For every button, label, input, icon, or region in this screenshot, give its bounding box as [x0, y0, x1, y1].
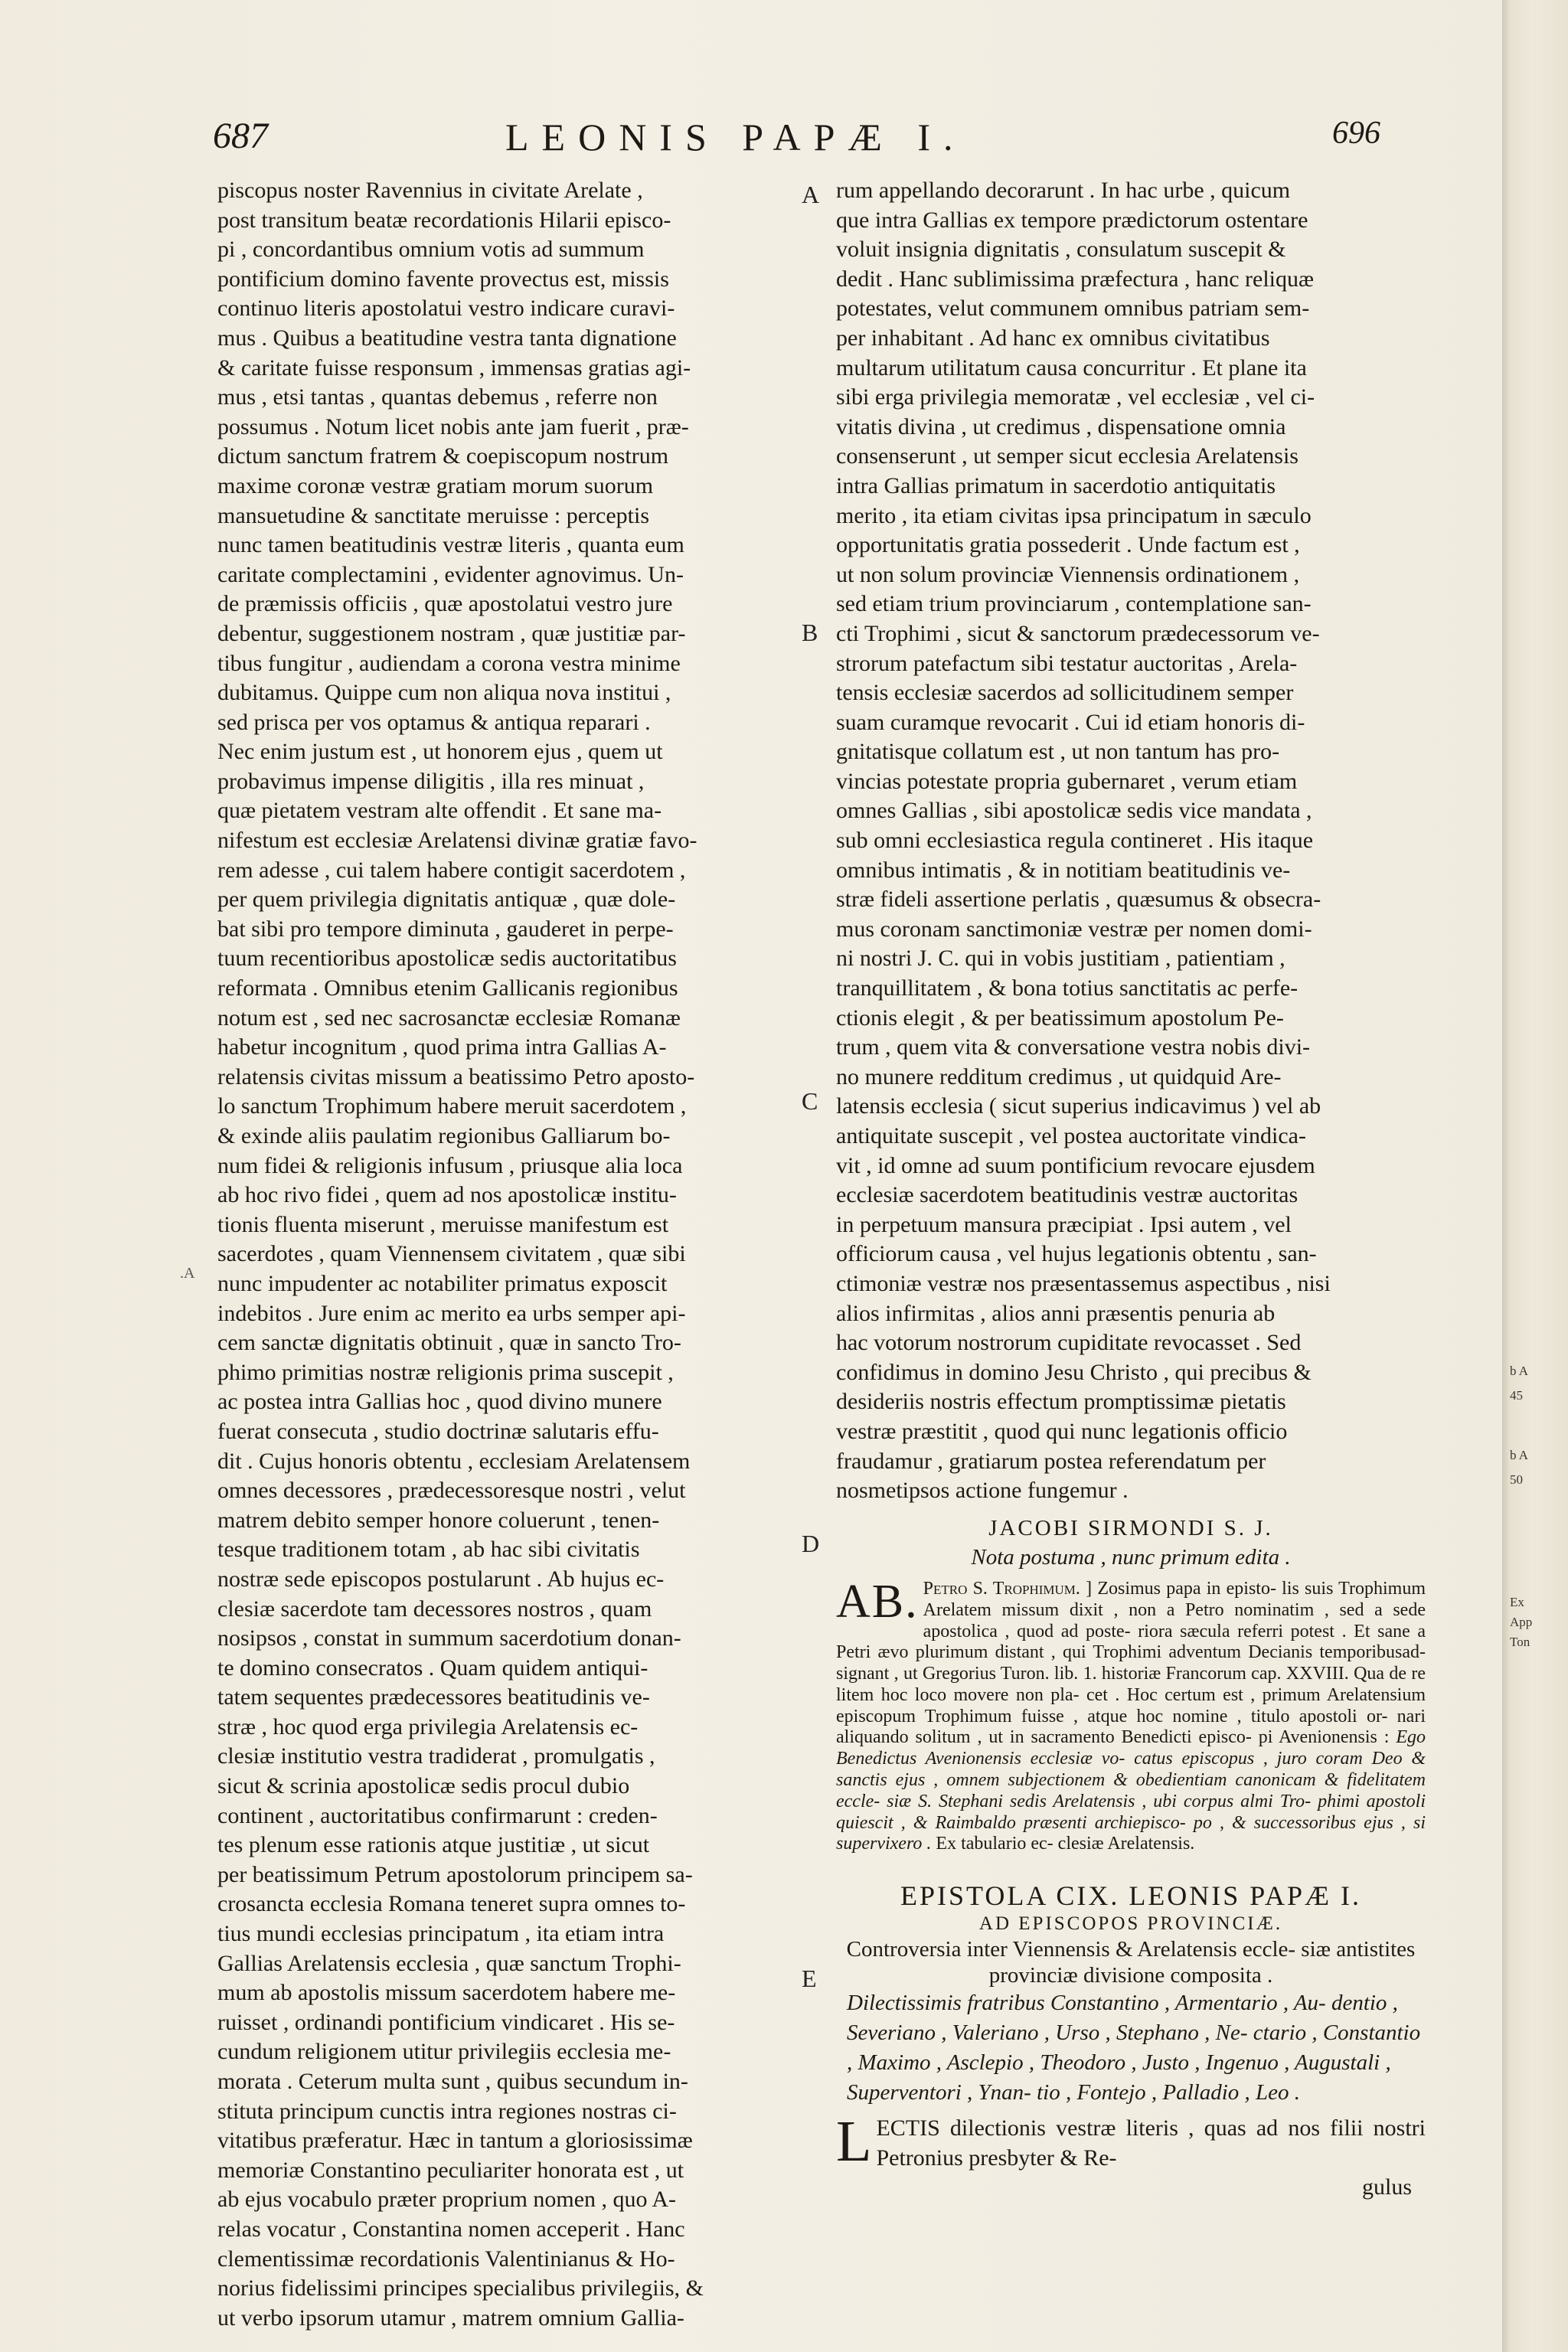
edge-note-1: b A: [1510, 1364, 1529, 1378]
text-line: lo sanctum Trophimum habere meruit sacerdotem ,: [217, 1093, 687, 1119]
text-line: dictum sanctum fratrem & coepiscopum nostrum: [217, 443, 669, 469]
text-line: bat sibi pro tempore diminuta , gauderet in perpe-: [217, 916, 674, 942]
text-line: vitatis divina , ut credimus , dispensatione omnia: [836, 413, 1286, 439]
catchword: gulus: [1361, 2174, 1412, 2200]
text-line: omnibus intimatis , & in notitiam beatitudinis ve-: [836, 857, 1291, 883]
text-line: tesque traditionem totam , ab hac sibi civitatis: [217, 1537, 640, 1563]
text-line: nostræ sede episcopos postularunt . Ab hujus ec-: [217, 1566, 665, 1592]
edge-note-4: 50: [1510, 1472, 1523, 1487]
text-line: caritate complectamini , evidenter agnovimus. Un-: [217, 561, 684, 587]
text-line: continuo literis apostolatui vestro indicare curavi-: [217, 296, 675, 322]
text-line: sacerdotes , quam Viennensem civitatem , quæ sibi: [217, 1241, 686, 1267]
text-line: piscopus noster Ravennius in civitate Arelate ,: [217, 178, 643, 203]
text-line: ac postea intra Gallias hoc , quod divino munere: [217, 1389, 662, 1415]
text-line: fraudamur , gratiarum postea referendatum per: [836, 1448, 1266, 1474]
text-line: tes plenum esse rationis atque justitiæ , ut sicut: [217, 1832, 650, 1858]
margin-letter-d: D: [802, 1530, 820, 1557]
text-line: dubitamus. Quippe cum non aliqua nova institui ,: [217, 680, 671, 706]
adjacent-page-edge: [1502, 0, 1568, 2352]
text-line: debentur, suggestionem nostram , quæ justitiæ par-: [217, 620, 686, 646]
sirmond-subheading: Nota postuma , nunc primum edita .: [971, 1545, 1291, 1570]
text-line: latensis ecclesia ( sicut superius indicavimus ) vel ab: [836, 1093, 1321, 1119]
text-line: ut non solum provinciæ Viennensis ordinationem ,: [836, 561, 1300, 587]
text-line: crosancta ecclesia Romana teneret supra omnes to-: [217, 1891, 686, 1917]
text-line: suam curamque revocarit . Cui id etiam honoris di-: [836, 709, 1305, 735]
text-line: clesiæ institutio vestra tradiderat , promulgatis ,: [217, 1743, 655, 1769]
text-line: matrem debito semper honore coluerunt , tenen-: [217, 1507, 660, 1533]
text-line: ni nostri J. C. qui in vobis justitiam , patientiam ,: [836, 946, 1285, 972]
text-line: de præmissis officiis , quæ apostolatui vestro jure: [217, 591, 673, 617]
text-line: rum appellando decorarunt . In hac urbe , quicum: [836, 178, 1291, 203]
left-text-column: [217, 176, 799, 2333]
text-line: ab ejus vocabulo præter proprium nomen , quo A-: [217, 2187, 677, 2213]
edge-note-6: App: [1510, 1615, 1533, 1629]
text-line: per quem privilegia dignitatis antiquæ , quæ dole-: [217, 887, 676, 913]
note-oath-quote: Ego Benedictus Avenionensis ecclesiæ vo- catus episcopus , juro coram Deo & sanctis ejus , omnem subjectionem & obedientiam canonicam & fidelitatem eccle- siæ S. Stephani sedis Arelatensis , ubi corpus almi Tro- phimi apostoli quiescit , & Raimbaldo præsenti archiepisco- po , & successoribus ejus , si supervixero .: [836, 1727, 1426, 1854]
text-line: mansuetudine & sanctitate meruisse : perceptis: [217, 502, 649, 528]
text-line: tius mundi ecclesias principatum , ita etiam intra: [217, 1921, 665, 1947]
text-line: ctionis elegit , & per beatissimum apostolum Pe-: [836, 1004, 1284, 1031]
text-line: maxime coronæ vestræ gratiam morum suorum: [217, 472, 654, 498]
text-line: ruisset , ordinandi pontificium vindicaret . His se-: [217, 2009, 675, 2035]
text-line: fuerat consecuta , studio doctrinæ salutaris effu-: [217, 1418, 659, 1444]
text-line: reformata . Omnibus etenim Gallicanis regionibus: [217, 975, 678, 1001]
text-line: phimo primitias nostræ religionis prima suscepit ,: [217, 1359, 674, 1385]
epistola-title: EPISTOLA CIX. LEONIS PAPÆ I.: [900, 1880, 1362, 1912]
text-line: sed prisca per vos optamus & antiqua reparari .: [217, 709, 651, 735]
text-line: ctimoniæ vestræ nos præsentassemus aspectibus , nisi: [836, 1270, 1331, 1296]
text-line: sub omni ecclesiastica regula contineret . His itaque: [836, 828, 1314, 854]
text-line: merito , ita etiam civitas ipsa principatum in sæculo: [836, 502, 1312, 528]
text-line: dit . Cujus honoris obtentu , ecclesiam Arelatensem: [217, 1448, 691, 1474]
text-line: per inhabitant . Ad hanc ex omnibus civitatibus: [836, 325, 1270, 351]
epistola-opening: [836, 2109, 1426, 2174]
note-lemma: Petro S. Trophimum.: [923, 1578, 1080, 1599]
epistola-summary: Controversia inter Viennensis & Arelatensis eccle- siæ antistites provinciæ divisione composita .: [846, 1937, 1416, 1988]
note-text: ] Zosimus papa in episto- lis suis Trophimum Arelatem missum dixit , non a Petro nominatim , sed a sede apostolica , quod ad poste- riora sæcula referri potest . Et sane a Petri ævo plurimum distant , qui Trophimi adventum Decianis temporibusad- signant , ut Gregorius Turon. lib. 1. historiæ Francorum cap. XXVIII. Qua de re litem hoc loco movere non pla- cet . Hoc certum est , primum Arelatensium episcopum Trophimum fuisse , atque hoc nomine , titulo apostoli or- nari aliquando solitum , ut in sacramento Benedicti episco- pi Avenionensis :: [836, 1578, 1426, 1748]
text-line: vincias potestate propria gubernaret , verum etiam: [836, 768, 1298, 794]
text-line: mus . Quibus a beatitudine vestra tanta dignatione: [217, 325, 677, 351]
text-line: te domino consecratos . Quam quidem antiqui-: [217, 1655, 648, 1681]
margin-letter-b: B: [802, 619, 818, 646]
right-text-column: [836, 176, 1426, 2203]
edge-note-3: b A: [1510, 1448, 1529, 1462]
text-line: ecclesiæ sacerdotem beatitudinis vestræ auctoritas: [836, 1182, 1298, 1208]
text-line: tranquillitatem , & bona totius sanctitatis ac perfe-: [836, 975, 1298, 1001]
text-line: intra Gallias primatum in sacerdotio antiquitatis: [836, 472, 1276, 498]
drop-cap: L: [836, 2109, 872, 2174]
text-line: consenserunt , ut semper sicut ecclesia Arelatensis: [836, 443, 1298, 469]
text-line: in perpetuum mansura præcipiat . Ipsi autem , vel: [836, 1211, 1292, 1237]
text-line: & caritate fuisse responsum , immensas gratias agi-: [217, 354, 691, 381]
text-line: sicut & scrinia apostolicæ sedis procul dubio: [217, 1773, 630, 1799]
text-line: opportunitatis gratia possederit . Unde factum est ,: [836, 532, 1300, 558]
text-line: relatensis civitas missum a beatissimo Petro aposto-: [217, 1063, 695, 1089]
text-line: nosmetipsos actione fungemur .: [836, 1478, 1129, 1504]
text-line: officiorum causa , vel hujus legationis obtentu , san-: [836, 1241, 1317, 1267]
text-line: indebitos . Jure enim ac merito ea urbs semper api-: [217, 1300, 686, 1326]
letter-continuation: [836, 176, 1426, 1506]
text-line: mum ab apostolis missum sacerdotem habere me-: [217, 1980, 676, 2006]
margin-mark-left: .A: [180, 1265, 195, 1282]
margin-letter-a: A: [802, 181, 820, 208]
text-line: dedit . Hanc sublimissima præfectura , hanc reliquæ: [836, 266, 1315, 292]
text-line: continent , auctoritatibus confirmarunt : creden-: [217, 1802, 658, 1828]
text-line: norius fidelissimi principes specialibus privilegiis, &: [217, 2275, 704, 2301]
note-initial: AB.: [836, 1575, 919, 1628]
text-line: alios infirmitas , alios anni præsentis penuria ab: [836, 1300, 1276, 1326]
text-line: gnitatisque collatum est , ut non tantum has pro-: [836, 739, 1280, 765]
page-number-left: 687: [213, 116, 268, 156]
text-line: post transitum beatæ recordationis Hilarii episco-: [217, 207, 671, 233]
text-line: que intra Gallias ex tempore prædictorum ostentare: [836, 207, 1308, 233]
text-line: stituta principum cunctis intra regiones nostras ci-: [217, 2098, 677, 2124]
text-line: pi , concordantibus omnium votis ad summum: [217, 237, 645, 263]
text-line: mus coronam sanctimoniæ vestræ per nomen domi-: [836, 916, 1312, 942]
text-line: rem adesse , cui talem habere contigit sacerdotem ,: [217, 857, 686, 883]
text-line: trum , quem vita & conversatione vestra nobis divi-: [836, 1034, 1311, 1060]
text-line: vit , id omne ad suum pontificium revocare ejusdem: [836, 1152, 1315, 1178]
text-line: ut verbo ipsorum utamur , matrem omnium Gallia-: [217, 2305, 684, 2331]
text-line: sed etiam trium provinciarum , contemplatione san-: [836, 591, 1312, 617]
text-line: nifestum est ecclesiæ Arelatensi divinæ gratiæ favo-: [217, 828, 697, 854]
text-line: relas vocatur , Constantina nomen acceperit . Hanc: [217, 2216, 685, 2242]
text-line: confidimus in domino Jesu Christo , qui precibus &: [836, 1359, 1312, 1385]
text-line: probavimus impense diligitis , illa res minuat ,: [217, 768, 645, 794]
edge-note-2: 45: [1510, 1388, 1523, 1403]
text-line: strorum patefactum sibi testatur auctoritas , Arela-: [836, 650, 1298, 676]
sirmond-heading: JACOBI SIRMONDI S. J.: [988, 1515, 1273, 1540]
text-line: per beatissimum Petrum apostolorum principem sa-: [217, 1861, 693, 1887]
text-line: cti Trophimi , sicut & sanctorum prædecessorum ve-: [836, 620, 1320, 646]
text-line: num fidei & religionis infusum , priusque alia loca: [217, 1152, 683, 1178]
text-line: habetur incognitum , quod prima intra Gallias A-: [217, 1034, 667, 1060]
sirmond-note: [836, 1575, 1426, 1855]
text-line: tuum recentioribus apostolicæ sedis auctoritatibus: [217, 946, 677, 972]
edge-note-7: Ton: [1510, 1635, 1530, 1649]
text-line: vestræ præstitit , quod qui nunc legationis officio: [836, 1418, 1288, 1444]
text-line: nosipsos , constat in summum sacerdotium donan-: [217, 1625, 681, 1651]
text-line: potestates, velut communem omnibus patriam sem-: [836, 296, 1310, 322]
text-line: no munere redditum credimus , ut quidquid Are-: [836, 1063, 1282, 1089]
running-title: LEONIS PAPÆ I.: [505, 116, 966, 158]
opening-text: ECTIS dilectionis vestræ literis , quas ad nos filii nostri Petronius presbyter & Re-: [876, 2115, 1426, 2171]
margin-letter-c: C: [802, 1087, 818, 1115]
text-line: tatem sequentes prædecessores beatitudinis ve-: [217, 1684, 650, 1710]
text-line: stræ fideli assertione perlatis , quæsumus & obsecra-: [836, 887, 1321, 913]
text-line: Gallias Arelatensis ecclesia , quæ sanctum Trophi-: [217, 1950, 681, 1976]
text-line: omnes decessores , prædecessoresque nostri , velut: [217, 1478, 686, 1504]
text-line: nunc impudenter ac notabiliter primatus exposcit: [217, 1270, 668, 1296]
text-line: notum est , sed nec sacrosanctæ ecclesiæ Romanæ: [217, 1004, 681, 1031]
text-line: morata . Ceterum multa sunt , quibus secundum in-: [217, 2069, 688, 2094]
text-line: stræ , hoc quod erga privilegia Arelatensis ec-: [217, 1713, 639, 1740]
text-line: possumus . Notum licet nobis ante jam fuerit , præ-: [217, 413, 689, 439]
page-number-right: 696: [1332, 116, 1380, 151]
text-line: cem sanctæ dignitatis obtinuit , quæ in sancto Tro-: [217, 1330, 681, 1356]
text-line: quæ pietatem vestram alte offendit . Et sane ma-: [217, 798, 662, 824]
text-line: tensis ecclesiæ sacerdos ad sollicitudinem semper: [836, 680, 1294, 706]
edge-note-5: Ex: [1510, 1595, 1524, 1609]
epistola-salutation: Dilectissimis fratribus Constantino , Armentario , Au- dentio , Severiano , Valeriano , Urso , Stephano , Ne- ctario , Constantio , Maximo , Asclepio , Theodoro , Justo , Ingenuo , Augustali , Superventori , Ynan- tio , Fontejo , Palladio , Leo .: [847, 1991, 1421, 2105]
text-line: nunc tamen beatitudinis vestræ literis , quanta eum: [217, 532, 684, 558]
text-line: sibi erga privilegia memoratæ , vel ecclesiæ , vel ci-: [836, 384, 1315, 410]
text-line: omnes Gallias , sibi apostolicæ sedis vice mandata ,: [836, 798, 1312, 824]
text-line: tionis fluenta miserunt , meruisse manifestum est: [217, 1211, 669, 1237]
text-line: ab hoc rivo fidei , quem ad nos apostolicæ institu-: [217, 1182, 677, 1208]
text-line: cundum religionem utitur privilegiis ecclesia me-: [217, 2039, 671, 2065]
text-line: hac votorum nostrorum cupiditate revocasset . Sed: [836, 1330, 1302, 1356]
text-line: clesiæ sacerdote tam decessores nostros , quam: [217, 1596, 652, 1622]
text-line: & exinde aliis paulatim regionibus Galliarum bo-: [217, 1123, 671, 1148]
note-source: Ex tabulario ec- clesiæ Arelatensis.: [936, 1834, 1195, 1854]
text-line: pontificium domino favente provectus est, missis: [217, 266, 669, 292]
margin-letter-e: E: [802, 1965, 817, 1992]
text-line: voluit insignia dignitatis , consulatum suscepit &: [836, 237, 1286, 263]
text-line: Nec enim justum est , ut honorem ejus , quem ut: [217, 739, 663, 765]
text-line: memoriæ Constantino peculiariter honorata est , ut: [217, 2157, 684, 2183]
text-line: multarum utilitatum causa concurritur . Et plane ita: [836, 354, 1307, 381]
text-line: tibus fungitur , audiendam a corona vestra minime: [217, 650, 681, 676]
text-line: clementissimæ recordationis Valentinianus & Ho-: [217, 2246, 675, 2272]
text-line: mus , etsi tantas , quantas debemus , referre non: [217, 384, 658, 410]
text-line: desideriis nostris effectum promptissimæ pietatis: [836, 1389, 1286, 1415]
text-line: antiquitate suscepit , vel postea auctoritate vindica-: [836, 1123, 1306, 1148]
epistola-subtitle: AD EPISCOPOS PROVINCIÆ.: [978, 1913, 1283, 1935]
text-line: vitatibus præferatur. Hæc in tantum a gloriosissimæ: [217, 2128, 693, 2154]
